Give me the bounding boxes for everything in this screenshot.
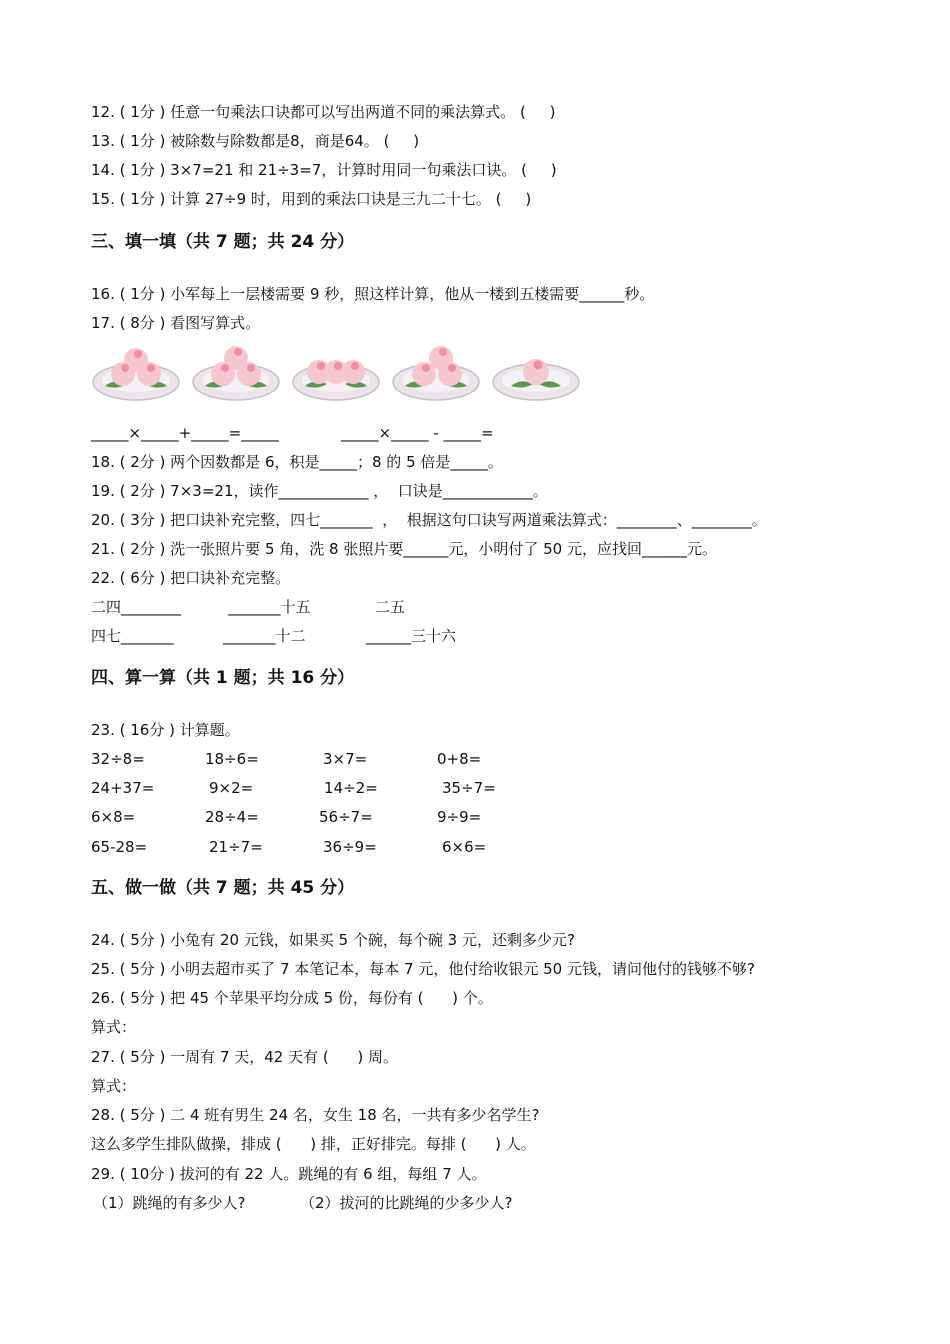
question-19: 19. ( 2分 ) 7×3=21，读作____________ ， 口诀是____________。 (91, 482, 548, 500)
calc-r2c1: 24+37= (91, 779, 155, 797)
plate-1 (93, 348, 179, 400)
calc-r2c4: 35÷7= (442, 779, 496, 797)
question-28-part-b: 这么多学生排队做操，排成 ( ) 排，正好排完。每排 ( ) 人。 (91, 1135, 536, 1153)
calc-r1c2: 18÷6= (205, 750, 259, 768)
section-4-title: 四、算一算（共 1 题；共 16 分） (91, 668, 355, 688)
question-26: 26. ( 5分 ) 把 45 个苹果平均分成 5 份，每份有 ( ) 个。 (91, 989, 493, 1007)
question-16: 16. ( 1分 ) 小军每上一层楼需要 9 秒，照这样计算，他从一楼到五楼需要______秒。 (91, 285, 655, 303)
question-22: 22. ( 6分 ) 把口诀补充完整。 (91, 569, 291, 587)
question-18: 18. ( 2分 ) 两个因数都是 6，积是_____；8 的 5 倍是_____。 (91, 453, 503, 471)
q22-row2-b: _______十二 (223, 627, 306, 645)
question-23: 23. ( 16分 ) 计算题。 (91, 721, 240, 739)
calc-r1c4: 0+8= (437, 750, 482, 768)
calc-r3c1: 6×8= (91, 808, 136, 826)
calc-r2c2: 9×2= (209, 779, 254, 797)
q22-row2-c: ______三十六 (366, 627, 457, 645)
calc-r4c3: 36÷9= (323, 838, 377, 856)
calc-r2c3: 14÷2= (324, 779, 378, 797)
plate-4 (393, 346, 479, 400)
q22-row1-c: 二五 (375, 598, 406, 616)
q17-formula-a: _____×_____+_____=_____ (91, 424, 279, 442)
calc-r3c3: 56÷7= (319, 808, 373, 826)
calc-r3c2: 28÷4= (205, 808, 259, 826)
question-26-work: 算式： (91, 1018, 137, 1036)
question-12: 12. ( 1分 ) 任意一句乘法口诀都可以写出两道不同的乘法算式。 ( ) (91, 103, 556, 121)
q22-row1-b: _______十五 (228, 598, 311, 616)
question-13: 13. ( 1分 ) 被除数与除数都是8，商是64。 ( ) (91, 132, 420, 150)
calc-r1c3: 3×7= (323, 750, 368, 768)
question-29-part-1: （1）跳绳的有多少人? (93, 1194, 246, 1212)
calc-r1c1: 32÷8= (91, 750, 145, 768)
plate-3 (293, 360, 379, 400)
question-27: 27. ( 5分 ) 一周有 7 天，42 天有 ( ) 周。 (91, 1048, 398, 1066)
question-21: 21. ( 2分 ) 洗一张照片要 5 角，洗 8 张照片要______元，小明付了 50 元，应找回______元。 (91, 540, 717, 558)
section-5-title: 五、做一做（共 7 题；共 45 分） (91, 878, 355, 898)
q17-formula-b: _____×_____ - _____= (341, 424, 494, 442)
q22-row2-a: 四七_______ (91, 627, 174, 645)
plate-2 (193, 346, 279, 400)
calc-r4c2: 21÷7= (209, 838, 263, 856)
calc-r4c1: 65-28= (91, 838, 148, 856)
question-27-work: 算式： (91, 1077, 137, 1095)
question-17: 17. ( 8分 ) 看图写算式。 (91, 314, 261, 332)
peach-plates-image (91, 342, 591, 406)
question-29: 29. ( 10分 ) 拔河的有 22 人。跳绳的有 6 组，每组 7 人。 (91, 1165, 487, 1183)
question-14: 14. ( 1分 ) 3×7=21 和 21÷3=7，计算时用同一句乘法口诀。 ( ) (91, 161, 557, 179)
question-25: 25. ( 5分 ) 小明去超市买了 7 本笔记本，每本 7 元，他付给收银元 50 元钱，请问他付的钱够不够? (91, 960, 755, 978)
question-29-part-2: （2）拔河的比跳绳的少多少人? (300, 1194, 513, 1212)
calc-r3c4: 9÷9= (437, 808, 482, 826)
section-3-title: 三、填一填（共 7 题；共 24 分） (91, 232, 355, 252)
question-15: 15. ( 1分 ) 计算 27÷9 时，用到的乘法口诀是三九二十七。 ( ) (91, 190, 532, 208)
question-20: 20. ( 3分 ) 把口诀补充完整，四七_______ ， 根据这句口诀写两道乘法算式：________、________。 (91, 511, 767, 529)
question-24: 24. ( 5分 ) 小兔有 20 元钱，如果买 5 个碗，每个碗 3 元，还剩多少元? (91, 931, 575, 949)
plate-5 (493, 359, 579, 400)
question-28: 28. ( 5分 ) 二 4 班有男生 24 名，女生 18 名，一共有多少名学生? (91, 1106, 540, 1124)
q22-row1-a: 二四________ (91, 598, 182, 616)
calc-r4c4: 6×6= (442, 838, 487, 856)
